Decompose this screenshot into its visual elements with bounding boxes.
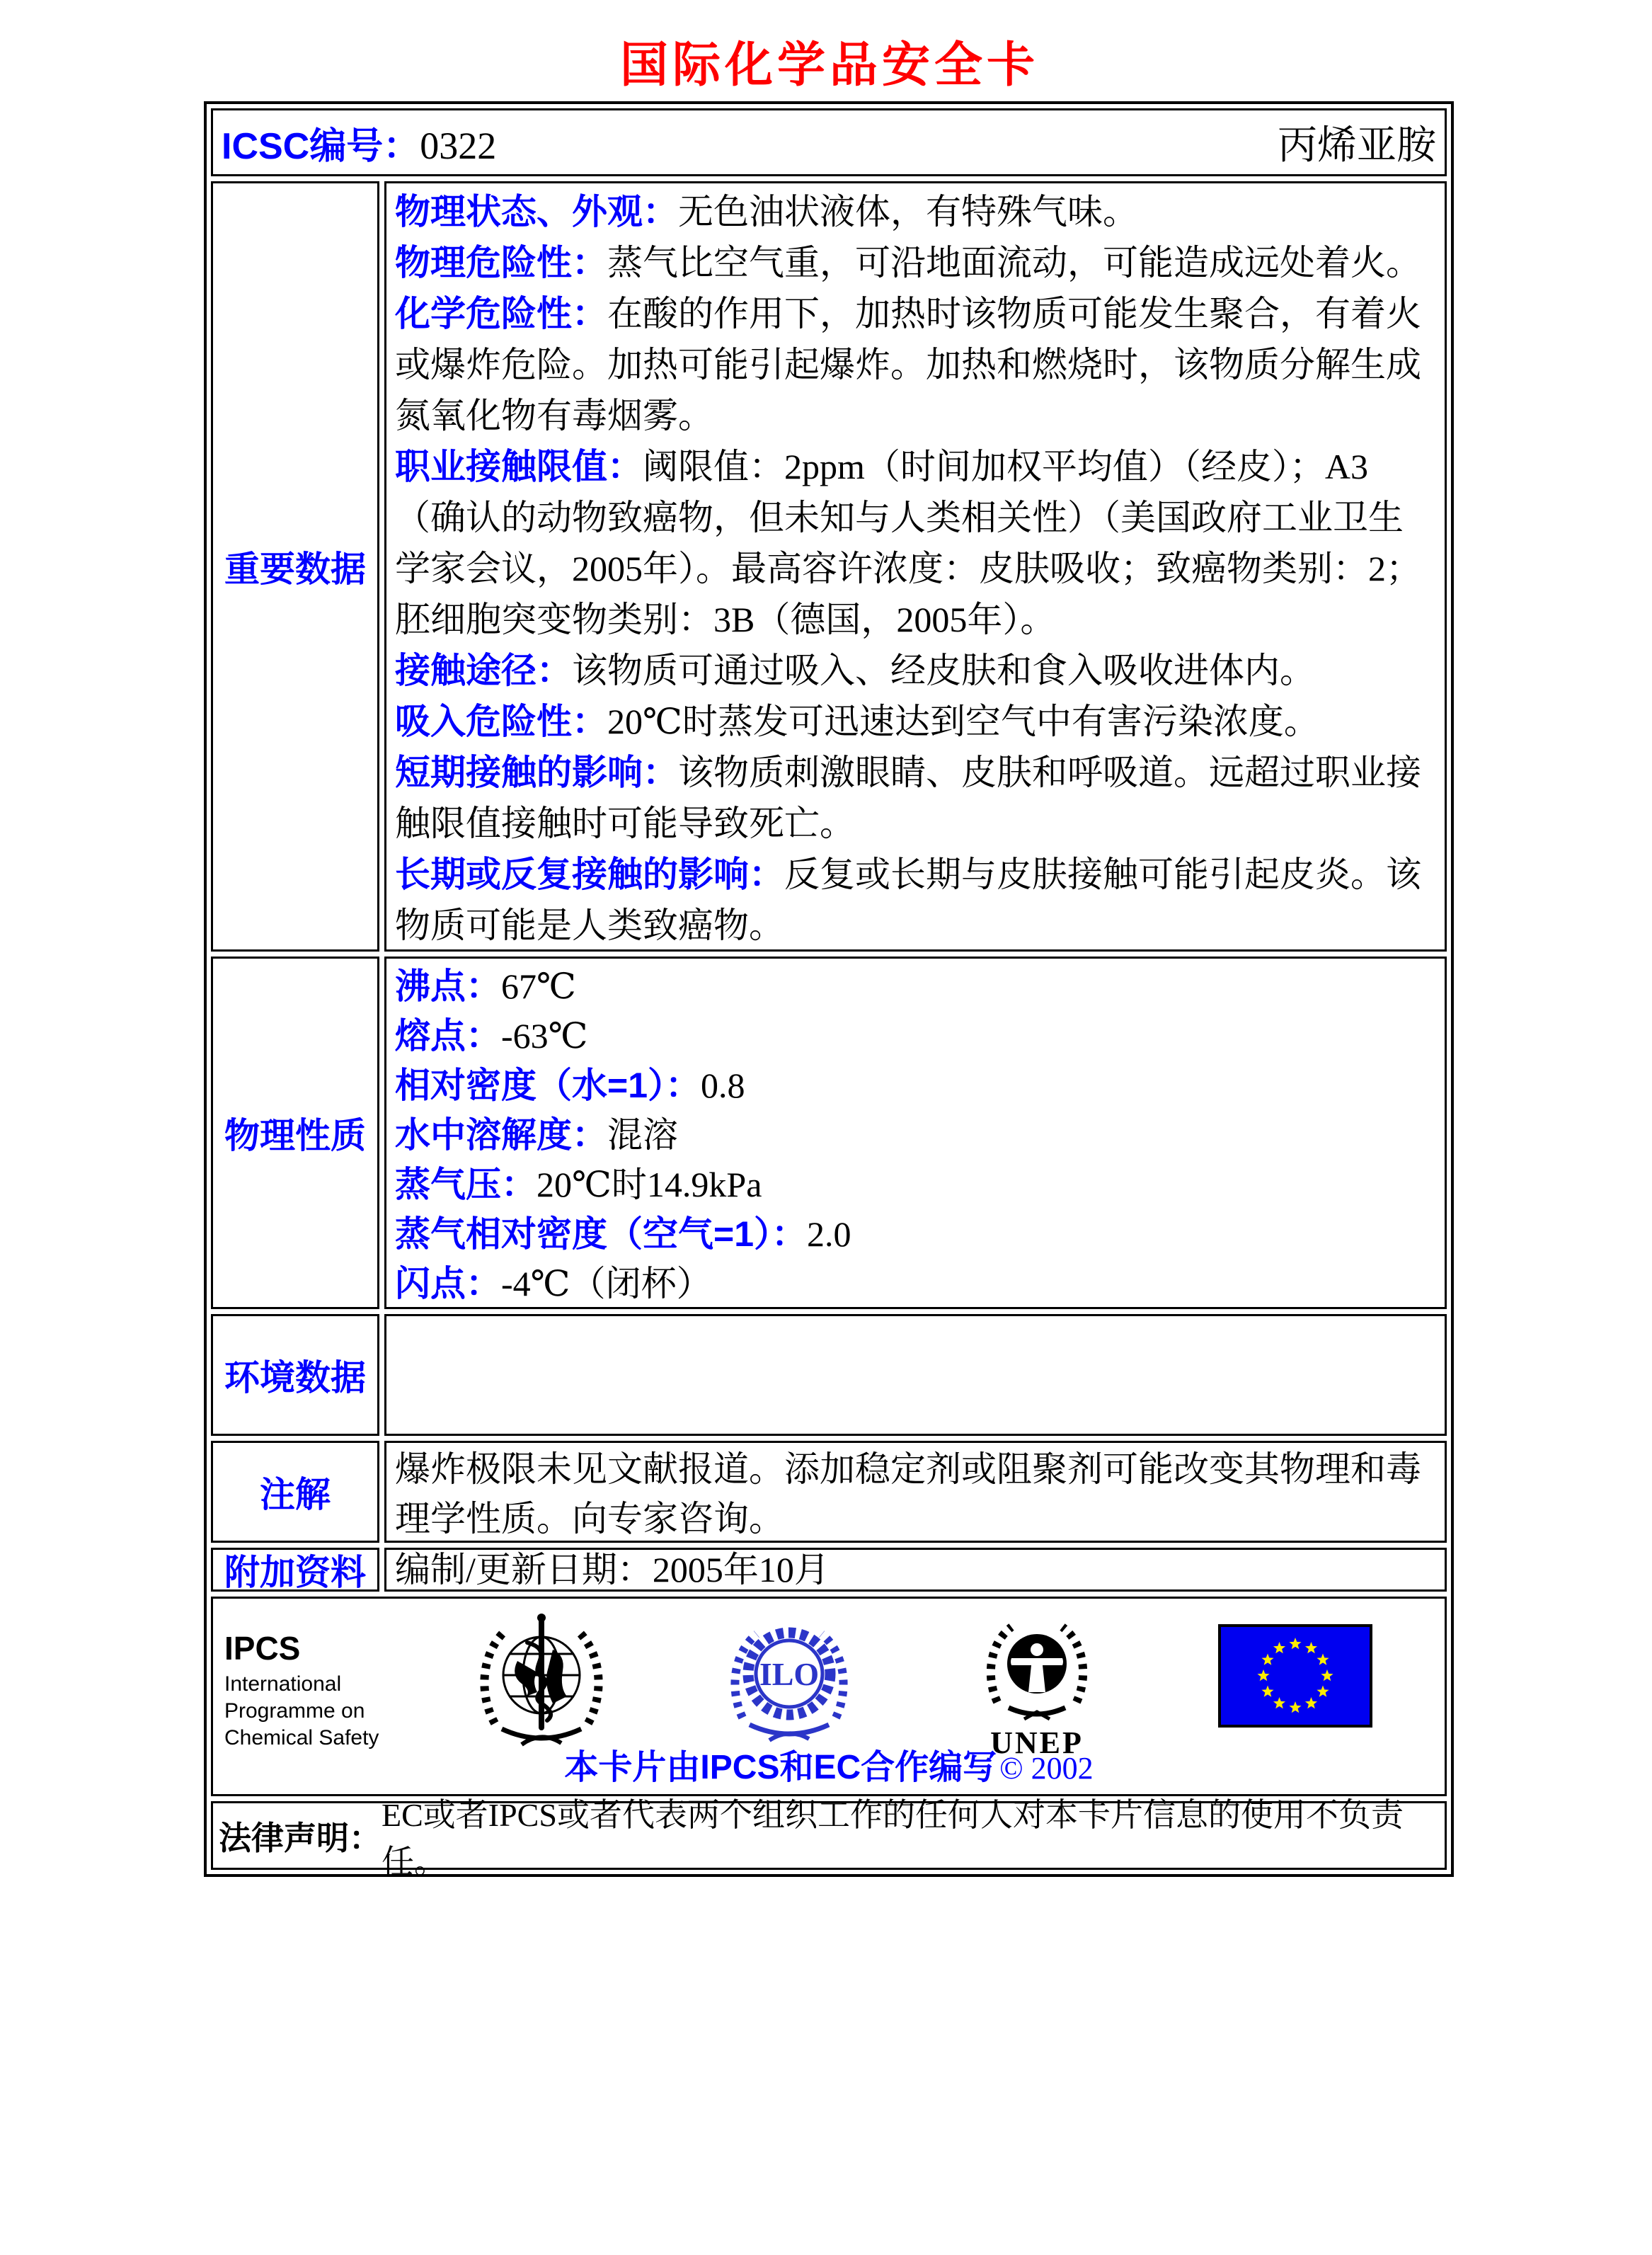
field-value: 无色油状液体，有特殊气味。 [678,192,1138,232]
data-item [395,696,1436,747]
data-item [395,961,1436,1011]
field-label: 物理危险性： [395,243,607,282]
field-value: 20℃时蒸发可迅速达到空气中有害污染浓度。 [607,702,1319,741]
field-label: 闪点： [395,1264,501,1303]
icsc-card [204,101,1454,1880]
additional-info-content: 编制/更新日期：2005年10月 [384,1548,1447,1592]
field-label: 蒸气相对密度（空气=1）： [395,1214,808,1254]
physical-properties-content [384,957,1447,1309]
field-value: 蒸气比空气重，可沿地面流动，可能造成远处着火。 [607,243,1421,282]
field-value: 该物质可通过吸入、经皮肤和食入吸收进体内。 [572,651,1315,690]
field-value: 在酸的作用下，加热时该物质可能发生聚合，有着火或爆炸危险。加热可能引起爆炸。加热和燃烧时，该物质分解生成氮氧化物有毒烟雾。 [395,294,1421,435]
section-label-physical-properties: 物理性质 [211,957,379,1309]
data-item [395,237,1436,288]
copyright-text: © 2002 [999,1751,1094,1786]
legal-cell [211,1796,1447,1880]
ipcs-title: IPCS [224,1630,301,1667]
field-label: 接触途径： [395,651,572,690]
section-label-environmental-data: 环境数据 [211,1314,379,1436]
data-item [395,1110,1436,1160]
data-item [395,441,1436,645]
important-data-row [211,181,1447,952]
header-row [211,108,1447,176]
data-item [395,1259,1436,1308]
section-label-important-data: 重要数据 [211,181,379,952]
notes-content: 爆炸极限未见文献报道。添加稳定剂或阻聚剂可能改变其物理和毒理学性质。向专家咨询。 [384,1441,1447,1543]
field-label: 物理状态、外观： [395,192,678,232]
field-value: 阈限值：2ppm（时间加权平均值）（经皮）；A3（确认的动物致癌物，但未知与人类相关性）（美国政府工业卫生学家会议，2005年）。最高容许浓度：皮肤吸收；致癌物类别：2；胚细胞突变物类别：3B（德国，2005年）。 [395,447,1421,639]
legal-label: 法律声明： [219,1819,382,1856]
field-label: 化学危险性： [395,294,607,333]
ilo-logo-icon [724,1611,854,1753]
footer-caption [213,1740,1445,1788]
environmental-data-content [384,1314,1447,1436]
field-value: 2.0 [807,1214,851,1254]
field-value: 20℃时14.9kPa [537,1165,762,1204]
data-item [395,849,1436,951]
section-label-additional-info: 附加资料 [211,1548,379,1592]
chemical-name: 丙烯亚胺 [1278,124,1436,168]
caption-text: 本卡片由IPCS和EC合作编写 [564,1749,997,1786]
page-title: 国际化学品安全卡 [619,37,1039,93]
field-label: 蒸气压： [395,1165,537,1204]
notes-row [211,1441,1447,1543]
icsc-number [222,116,496,169]
field-value: 67℃ [501,966,576,1006]
ipcs-block [224,1630,408,1752]
field-value: -63℃ [501,1016,588,1056]
data-item [395,645,1436,696]
field-value: 混溶 [607,1115,678,1155]
field-label: 长期或反复接触的影响： [395,855,784,894]
data-item [395,186,1436,237]
data-item [395,747,1436,849]
field-label: 短期接触的影响： [395,753,678,792]
data-item [395,1011,1436,1061]
field-label: 熔点： [395,1016,501,1056]
icsc-number-value: 0322 [420,124,497,167]
additional-info-row [211,1548,1447,1592]
field-label: 吸入危险性： [395,702,607,741]
who-logo-icon [474,1609,609,1754]
header-cell [211,108,1447,176]
unep-text: UNEP [990,1725,1084,1760]
environmental-data-row [211,1314,1447,1436]
field-label: 职业接触限值： [395,447,643,486]
field-value: 该物质刺激眼睛、皮肤和呼吸道。远超过职业接触限值接触时可能导致死亡。 [395,753,1421,843]
field-value: -4℃（闭杯） [501,1264,712,1303]
data-item [395,288,1436,441]
eu-flag-icon [1218,1624,1372,1728]
ipcs-subtitle: International Programme on Chemical Safety [224,1672,379,1749]
data-item [395,1209,1436,1259]
icsc-number-label: ICSC编号： [222,125,420,167]
field-value: 0.8 [701,1066,745,1105]
data-item [395,1160,1436,1209]
field-label: 相对密度（水=1）： [395,1066,701,1105]
logos-row [211,1597,1447,1796]
field-label: 沸点： [395,966,501,1006]
legal-text: EC或者IPCS或者代表两个组织工作的任何人对本卡片信息的使用不负责任。 [382,1796,1404,1880]
section-label-notes: 注解 [211,1441,379,1543]
data-item [395,1061,1436,1110]
logos-cell [211,1597,1447,1796]
ilo-text: ILO [759,1656,820,1692]
field-label: 水中溶解度： [395,1115,607,1155]
field-value: 反复或长期与皮肤接触可能引起皮炎。该物质可能是人类致癌物。 [395,855,1421,945]
unep-logo-icon [972,1607,1102,1762]
legal-row [211,1796,1447,1880]
important-data-content [384,181,1447,952]
physical-properties-row [211,957,1447,1309]
